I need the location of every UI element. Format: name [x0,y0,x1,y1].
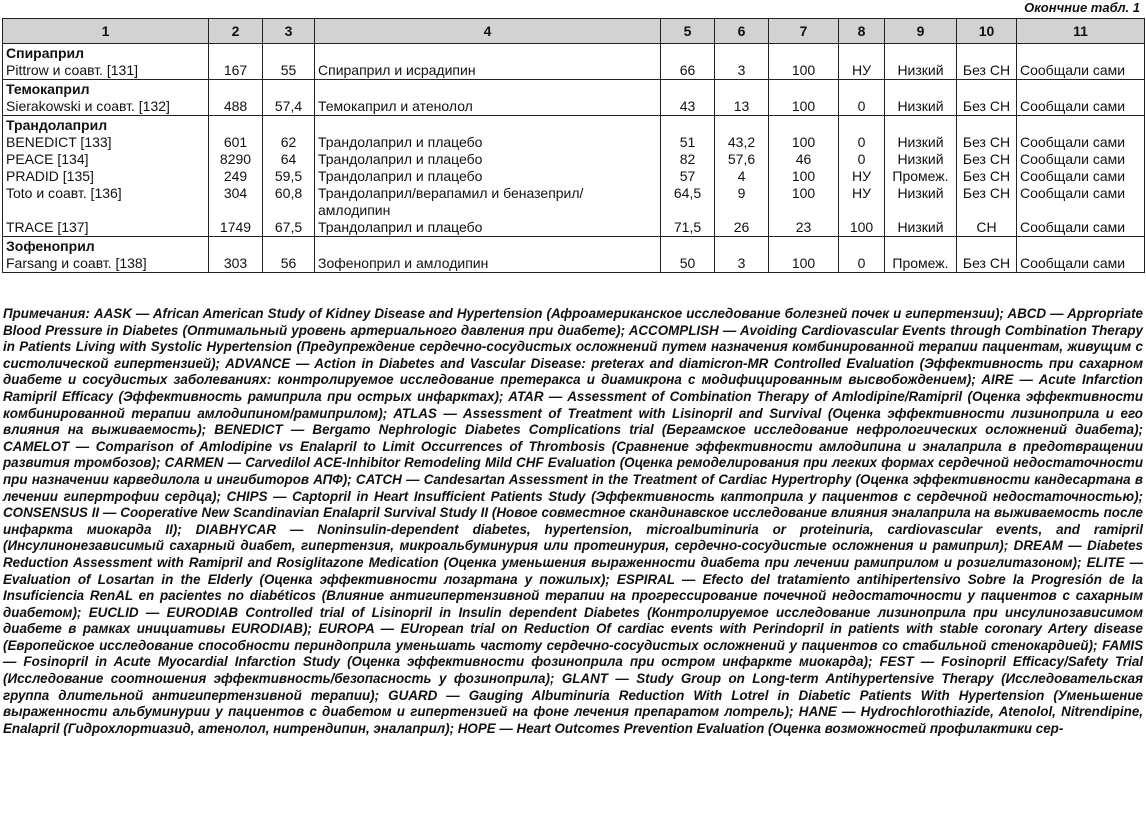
table-cell [715,44,769,63]
table-cell: 23 [769,219,839,237]
table-cell [209,80,263,99]
column-header: 8 [839,19,885,44]
table-cell [885,44,957,63]
group-name: Спираприл [3,44,209,63]
column-header: 9 [885,19,957,44]
table-cell: 100 [769,255,839,273]
column-header: 3 [263,19,315,44]
table-cell: Трандолаприл/верапамил и беназеприл/ амлодипин [315,185,661,219]
column-header: 7 [769,19,839,44]
table-cell: 26 [715,219,769,237]
table-cell: Низкий [885,62,957,80]
table-cell [957,44,1017,63]
table-cell: Низкий [885,185,957,219]
table-cell: TRACE [137] [3,219,209,237]
table-cell [1017,237,1145,256]
table-cell: 59,5 [263,168,315,185]
table-cell: Без СН [957,62,1017,80]
table-cell: Промеж. [885,168,957,185]
table-row [3,168,1145,185]
table-cell: Сообщали сами [1017,168,1145,185]
group-name: Зофеноприл [3,237,209,256]
table-cell: Toto и соавт. [136] [3,185,209,219]
column-header: 10 [957,19,1017,44]
table-cell: Без СН [957,185,1017,219]
group-name: Темокаприл [3,80,209,99]
table-cell [885,116,957,135]
table-cell: 601 [209,134,263,151]
table-cell [957,116,1017,135]
table-cell: BENEDICT [133] [3,134,209,151]
data-table [2,18,1145,273]
table-cell: 0 [839,151,885,168]
column-header: 1 [3,19,209,44]
table-cell [715,116,769,135]
column-header: 11 [1017,19,1145,44]
table-cell: Сообщали сами [1017,98,1145,116]
table-cell [661,80,715,99]
table-cell: 304 [209,185,263,219]
table-cell: Сообщали сами [1017,62,1145,80]
table-cell [715,237,769,256]
table-cell: 4 [715,168,769,185]
table-cell [957,237,1017,256]
group-header-row [3,237,1145,256]
table-cell: Спираприл и исрадипин [315,62,661,80]
table-cell: PEACE [134] [3,151,209,168]
table-cell [885,237,957,256]
table-cell [661,116,715,135]
table-cell: Без СН [957,168,1017,185]
table-row [3,255,1145,273]
table-cell [769,116,839,135]
table-cell: 1749 [209,219,263,237]
table-cell: Сообщали сами [1017,255,1145,273]
table-cell: 100 [769,168,839,185]
table-cell [661,237,715,256]
table-cell: 46 [769,151,839,168]
table-cell [1017,116,1145,135]
table-row [3,98,1145,116]
table-cell: 100 [839,219,885,237]
table-cell: 488 [209,98,263,116]
group-name: Трандолаприл [3,116,209,135]
table-cell [315,116,661,135]
table-cell: 43 [661,98,715,116]
table-cell: 60,8 [263,185,315,219]
table-cell: Pittrow и соавт. [131] [3,62,209,80]
table-body [3,44,1145,273]
header-row [3,19,1145,44]
table-cell: 100 [769,98,839,116]
table-cell: Сообщали сами [1017,134,1145,151]
table-cell: Трандолаприл и плацебо [315,168,661,185]
table-cell: Без СН [957,98,1017,116]
table-row [3,62,1145,80]
group-header-row [3,44,1145,63]
table-notes: Примечания: AASK — African American Study of Kidney Disease and Hypertension (Афроамериканское исследование болезней почек и гипертензии); ABCD — Appropriate Blood Pressure in Diabetes (Оптимальный уровень артериального давления при диабете); ACCOMPLISH — Avoiding Cardiovascular Events through Combination Therapy in Patients Living with Systolic Hypertension (Предупреждение сердечно-сосудистых осложнений путем назначения комбинированной терапии пациентам, живущим с систолической гипертензией); ADVANCE — Action in Diabetes and Vascular Disease: preterax and diamicron-MR Controlled Evaluation (Эффективность при сахарном диабете и сосудистых заболеваниях: контролируемое исследование претеракса и диамикрона с модифицированным высвобождением); AIRE — Acute Infarction Ramipril Efficacy (Эффективность рамиприла при острых инфарктах); ATAR — Assessment of Combination Therapy of Amlodipine/Ramipril (Оценка эффективности комбинированной терапии амлодипином/рамиприлом); ATLAS — Assessment of Treatment with Lisinopril and Survival (Оценка эффективности лизиноприла и его влияния на выживаемость); BENEDICT — Bergamo Nephrologic Diabetes Complications trial (Бергамское исследование нефрологических осложнений диабета); CAMELOT — Comparison of Amlodipine vs Enalapril to Limit Occurrences of Thrombosis (Сравнение эффективности амлодипина и эналаприла в предотвращении развития тромбозов); CARMEN — Carvedilol ACE-Inhibitor Remodeling Mild CHF Evaluation (Оценка ремоделирования при легких формах сердечной недостаточности при назначении карведилола и ингибиторов АПФ); CATCH — Candesartan Assessment in the Treatment of Cardiac Hypertrophy (Оценка эффективности кандесартана в лечении гипертрофии сердца); CHIPS — Captopril in Heart Insufficient Patients Study (Эффективность каптоприла у пациентов с сердечной недостаточностью); CONSENSUS II — Cooperative New Scandinavian Enalapril Survival Study II (Новое совместное скандинавское исследование влияния эналаприла на выживаемость после инфаркта миокарда II); DIABHYCAR — Noninsulin-dependent diabetes, hypertension, microalbuminuria or proteinuria, cardiovascular events, and ramipril (Инсулинонезависимый сахарный диабет, гипертензия, микроальбуминурия или протеинурия, сердечно-сосудистые осложнения и рамиприл); DREAM — Diabetes Reduction Assessment with Ramipril and Rosiglitazone Medication (Оценка уменьшения выраженности диабета при лечении рамиприлом и розиглитазоном); ELITE — Evaluation of Losartan in the Elderly (Оценка эффективности лозартана у пожилых); ESPIRAL — Efecto del tratamiento antihipertensivo Sobre la Progresión de la Insuficiencia RenAL en pacientes no diabéticos (Влияние антигипертензивной терапии на прогрессирование почечной недостаточности у пациентов с сахарным диабетом); EUCLID — EURODIAB Controlled trial of Lisinopril in Insulin dependent Diabetes (Контролируемое исследование лизиноприла при инсулинозависимом диабете в рамках инициативы EURODIAB); EUROPA — EUropean trial on Reduction Of cardiac events with Perindopril in patients with stable coronary Artery disease (Европейское исследование способности периндоприла уменьшать частоту сердечно-сосудистых осложнений у пациентов со стабильной стенокардией); FAMIS — Fosinopril in Acute Myocardial Infarction Study (Оценка эффективности фозиноприла при остром инфаркте миокарда); FEST — Fosinopril Efficacy/Safety Trial (Исследование соотношения эффективность/безопасность у фозиноприла); GLANT — Study Group on Long-term Antihypertensive Therapy (Исследовательская группа длительной антигипертензивной терапии); GUARD — Gauging Albuminuria Reduction With Lotrel in Diabetic Patients With Hypertension (Уменьшение выраженности альбуминурии у пациентов с диабетом и гипертензией на фоне лечения препаратом лотрель); HANE — Hydrochlorothiazide, Atenolol, Nitrendipine, Enalapril (Гидрохлортиазид, атенолол, нитрендипин, эналаприл); HOPE — Heart Outcomes Prevention Evaluation (Оценка возможностей профилактики сер- [3,306,1143,736]
table-row [3,151,1145,168]
table-cell: 66 [661,62,715,80]
column-header: 2 [209,19,263,44]
table-cell: Темокаприл и атенолол [315,98,661,116]
table-cell: Сообщали сами [1017,185,1145,219]
table-cell [1017,80,1145,99]
table-cell: Промеж. [885,255,957,273]
table-cell [715,80,769,99]
table-row [3,219,1145,237]
table-cell: 71,5 [661,219,715,237]
table-cell: Sierakowski и соавт. [132] [3,98,209,116]
table-cell [839,116,885,135]
table-cell [839,237,885,256]
table-cell: 167 [209,62,263,80]
table-cell: 55 [263,62,315,80]
table-cell: Низкий [885,151,957,168]
table-cell: 64,5 [661,185,715,219]
table-cell: 50 [661,255,715,273]
table-cell [769,237,839,256]
table-cell: 62 [263,134,315,151]
table-row [3,134,1145,151]
table-cell: Зофеноприл и амлодипин [315,255,661,273]
column-header: 6 [715,19,769,44]
table-cell: НУ [839,168,885,185]
table-cell: 57,4 [263,98,315,116]
table-cell: 100 [769,134,839,151]
table-cell [209,116,263,135]
table-cell: 13 [715,98,769,116]
table-cell [263,80,315,99]
table-cell: 3 [715,255,769,273]
table-cell: Farsang и соавт. [138] [3,255,209,273]
table-cell [263,116,315,135]
table-cell: Трандолаприл и плацебо [315,219,661,237]
table-cell: Низкий [885,98,957,116]
group-header-row [3,80,1145,99]
table-cell: 3 [715,62,769,80]
table-cell [315,80,661,99]
table-cell [263,237,315,256]
table-cell [263,44,315,63]
table-cell: 303 [209,255,263,273]
table-cell: 64 [263,151,315,168]
table-cell: 82 [661,151,715,168]
table-cell [839,80,885,99]
table-cell: 8290 [209,151,263,168]
table-cell: 0 [839,134,885,151]
table-cell: 56 [263,255,315,273]
table-cell: Сообщали сами [1017,219,1145,237]
table-cell: 100 [769,62,839,80]
table-cell [885,80,957,99]
table-cell: 0 [839,98,885,116]
table-cell [769,80,839,99]
table-cell [315,44,661,63]
table-cell: Трандолаприл и плацебо [315,134,661,151]
table-cell: Низкий [885,134,957,151]
table-cell: Без СН [957,255,1017,273]
table-cell: 51 [661,134,715,151]
table-cell: Сообщали сами [1017,151,1145,168]
table-cell: 100 [769,185,839,219]
table-cell: Низкий [885,219,957,237]
table-cell: 57 [661,168,715,185]
table-cell: НУ [839,62,885,80]
table-cell [209,237,263,256]
table-cell: 9 [715,185,769,219]
table-cell: 0 [839,255,885,273]
table-cell: 57,6 [715,151,769,168]
table-cell [769,44,839,63]
table-cell: Трандолаприл и плацебо [315,151,661,168]
table-cell [209,44,263,63]
table-cell [661,44,715,63]
table-cell [315,237,661,256]
column-header: 5 [661,19,715,44]
table-cell: Без СН [957,134,1017,151]
table-cell: PRADID [135] [3,168,209,185]
table-cell: Без СН [957,151,1017,168]
table-cell: 249 [209,168,263,185]
table-cell [1017,44,1145,63]
column-header: 4 [315,19,661,44]
table-cell: НУ [839,185,885,219]
table-caption: Окончние табл. 1 [1024,0,1140,15]
table-cell [839,44,885,63]
table-cell: 67,5 [263,219,315,237]
table-cell: СН [957,219,1017,237]
table-row [3,185,1145,219]
table-cell: 43,2 [715,134,769,151]
table-cell [957,80,1017,99]
group-header-row [3,116,1145,135]
